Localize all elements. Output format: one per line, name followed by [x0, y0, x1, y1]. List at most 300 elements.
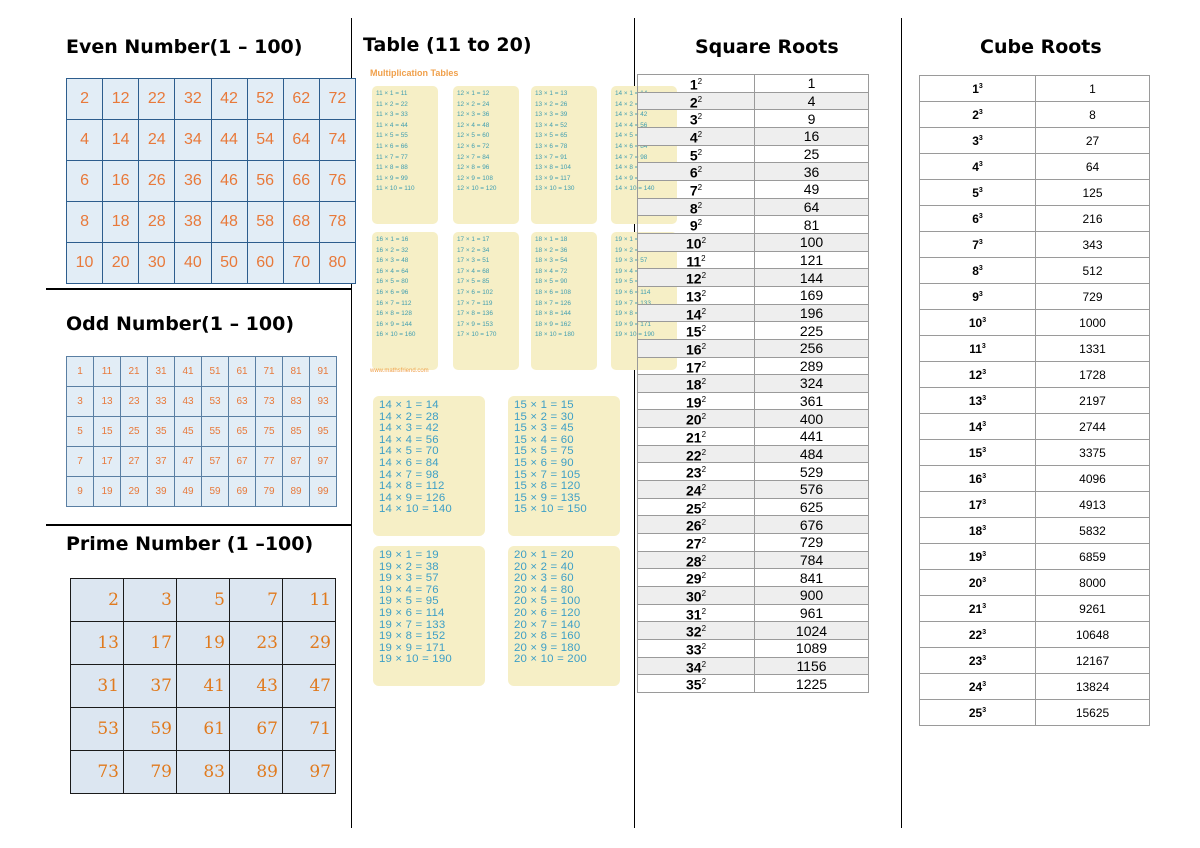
mult-line: 17 × 2 = 34 — [457, 246, 490, 254]
base-cell — [638, 339, 755, 357]
table-row — [638, 428, 869, 446]
number-cell: 5 — [177, 579, 230, 622]
number-cell: 13 — [94, 387, 121, 417]
mult-line: 18 × 8 = 144 — [535, 310, 571, 318]
result-cell: 225 — [755, 322, 869, 340]
base-value: 25 — [968, 705, 983, 720]
base-value: 8 — [689, 200, 698, 217]
multiplication-line: 20 × 4 = 80 — [514, 583, 574, 596]
result-cell: 12167 — [1036, 648, 1150, 674]
table-row — [920, 674, 1150, 700]
table-row — [920, 544, 1150, 570]
base-value: 9 — [689, 217, 698, 234]
number-cell: 68 — [283, 202, 319, 243]
result-cell: 441 — [755, 428, 869, 446]
base-cell — [920, 466, 1036, 492]
mult-line: 19 × 10 = 190 — [615, 331, 655, 339]
number-cell: 83 — [177, 751, 230, 794]
table-row — [638, 127, 869, 145]
base-value: 35 — [685, 676, 702, 693]
base-cell — [638, 269, 755, 287]
table-row — [638, 445, 869, 463]
mult-line: 14 × 5 = 70 — [615, 132, 648, 140]
base-cell — [920, 284, 1036, 310]
exponent: 2 — [701, 235, 707, 245]
mult-line: 16 × 1 = 16 — [376, 236, 409, 243]
base-cell — [638, 481, 755, 499]
exponent: 3 — [978, 238, 983, 246]
mult-line: 14 × 3 = 42 — [615, 111, 648, 119]
result-cell: 729 — [1036, 284, 1150, 310]
number-cell: 27 — [121, 447, 148, 477]
table-row — [67, 202, 356, 243]
mult-line: 17 × 9 = 153 — [457, 320, 493, 328]
exponent: 2 — [697, 182, 703, 192]
table-row — [638, 198, 869, 216]
number-cell: 40 — [175, 243, 211, 284]
base-value: 13 — [685, 288, 702, 305]
multiplication-line: 14 × 2 = 28 — [379, 410, 439, 423]
table-row — [638, 304, 869, 322]
base-cell — [638, 587, 755, 605]
exponent: 2 — [701, 465, 707, 475]
number-cell: 30 — [139, 243, 175, 284]
result-cell: 1331 — [1036, 336, 1150, 362]
result-cell: 125 — [1036, 180, 1150, 206]
mult-line: 19 × 8 = 152 — [615, 310, 651, 318]
number-cell: 19 — [94, 477, 121, 507]
number-cell: 2 — [71, 579, 124, 622]
number-cell: 9 — [67, 477, 94, 507]
base-value: 20 — [685, 412, 702, 429]
exponent: 2 — [697, 112, 703, 122]
base-value: 32 — [685, 624, 702, 640]
number-cell: 15 — [94, 417, 121, 447]
result-cell: 1024 — [755, 622, 869, 640]
exponent: 2 — [701, 536, 707, 546]
mult-line: 13 × 2 = 26 — [535, 100, 568, 108]
result-cell: 64 — [1036, 154, 1150, 180]
number-cell: 65 — [229, 417, 256, 447]
mult-line: 17 × 5 = 85 — [457, 278, 490, 286]
mult-card — [372, 232, 438, 370]
number-cell: 21 — [121, 357, 148, 387]
multiplication-line: 19 × 2 = 38 — [379, 560, 439, 573]
exponent: 2 — [701, 430, 707, 440]
multiplication-line: 19 × 1 = 19 — [379, 549, 439, 561]
number-cell: 47 — [175, 447, 202, 477]
base-cell — [638, 198, 755, 216]
base-value: 1 — [689, 76, 698, 93]
number-cell: 36 — [175, 161, 211, 202]
number-cell: 61 — [229, 357, 256, 387]
exponent: 2 — [701, 589, 707, 599]
number-cell: 71 — [283, 708, 336, 751]
table-row — [638, 216, 869, 234]
table-row — [920, 518, 1150, 544]
number-cell: 47 — [283, 665, 336, 708]
number-cell: 46 — [211, 161, 247, 202]
base-value: 4 — [689, 129, 698, 146]
table-row — [638, 587, 869, 605]
base-value: 6 — [689, 164, 698, 181]
number-cell: 35 — [148, 417, 175, 447]
table-row — [67, 357, 337, 387]
table-row — [67, 161, 356, 202]
number-cell: 80 — [319, 243, 355, 284]
mult-line: 19 × 5 = 95 — [615, 278, 648, 286]
number-cell: 31 — [71, 665, 124, 708]
number-cell: 74 — [319, 120, 355, 161]
result-cell: 2197 — [1036, 388, 1150, 414]
mult-line: 11 × 4 = 44 — [376, 121, 408, 129]
mult-line: 12 × 10 = 120 — [457, 185, 497, 193]
result-cell: 8 — [1036, 102, 1150, 128]
result-cell: 1000 — [1036, 310, 1150, 336]
base-cell — [920, 362, 1036, 388]
number-cell: 8 — [67, 202, 103, 243]
exponent: 3 — [982, 628, 987, 636]
number-cell: 62 — [283, 79, 319, 120]
result-cell: 784 — [755, 551, 869, 569]
exponent: 3 — [982, 550, 987, 558]
table-row — [71, 622, 336, 665]
base-value: 12 — [685, 270, 702, 287]
base-value: 22 — [968, 627, 983, 642]
base-value: 7 — [689, 182, 698, 199]
cubes-heading: Cube Roots — [980, 36, 1102, 58]
multiplication-line: 15 × 4 = 60 — [514, 433, 574, 446]
mult-line: 13 × 10 = 130 — [535, 185, 575, 193]
number-cell: 3 — [124, 579, 177, 622]
table-row — [920, 180, 1150, 206]
number-cell: 50 — [211, 243, 247, 284]
base-value: 19 — [685, 394, 702, 411]
table-row — [638, 269, 869, 287]
odd-table — [66, 356, 337, 507]
exponent: 2 — [697, 129, 703, 139]
table-row — [638, 551, 869, 569]
mult-line: 12 × 7 = 84 — [457, 153, 490, 161]
mult-line: 14 × 8 = 112 — [615, 164, 651, 172]
table-row — [638, 498, 869, 516]
mult-line: 18 × 10 = 180 — [535, 331, 575, 339]
result-cell: 676 — [755, 516, 869, 534]
odd-heading: Odd Number(1 – 100) — [66, 313, 295, 335]
table-row — [638, 640, 869, 658]
number-cell: 45 — [175, 417, 202, 447]
base-cell — [920, 414, 1036, 440]
exponent: 3 — [978, 186, 983, 194]
result-cell: 196 — [755, 304, 869, 322]
mult-image-footer: www.mathsfriend.com — [370, 368, 429, 374]
base-value: 1 — [972, 81, 979, 96]
number-cell: 85 — [283, 417, 310, 447]
number-cell: 56 — [247, 161, 283, 202]
table-row — [67, 477, 337, 507]
multiplication-line: 20 × 9 = 180 — [514, 641, 581, 654]
multiplication-card — [373, 546, 485, 686]
number-cell: 73 — [256, 387, 283, 417]
exponent: 3 — [978, 108, 983, 116]
base-cell — [920, 154, 1036, 180]
number-cell: 23 — [121, 387, 148, 417]
multiplication-line: 19 × 10 = 190 — [379, 653, 452, 666]
base-value: 26 — [685, 518, 702, 535]
base-cell — [638, 463, 755, 481]
mult-line: 14 × 10 = 140 — [615, 185, 655, 193]
exponent: 2 — [701, 642, 707, 651]
exponent: 3 — [978, 212, 983, 220]
result-cell: 1 — [755, 75, 869, 93]
base-value: 23 — [968, 653, 983, 668]
number-cell: 20 — [103, 243, 139, 284]
table-heading: Table (11 to 20) — [363, 34, 532, 56]
multiplication-line: 15 × 1 = 15 — [514, 399, 574, 411]
base-cell — [638, 180, 755, 198]
table-row — [638, 622, 869, 640]
number-cell: 25 — [121, 417, 148, 447]
number-cell: 77 — [256, 447, 283, 477]
result-cell: 1225 — [755, 675, 869, 693]
mult-line: 14 × 7 = 98 — [615, 153, 648, 161]
number-cell: 6 — [67, 161, 103, 202]
mult-line: 13 × 7 = 91 — [535, 153, 568, 161]
base-cell — [638, 392, 755, 410]
base-cell — [638, 516, 755, 534]
result-cell: 6859 — [1036, 544, 1150, 570]
result-cell: 512 — [1036, 258, 1150, 284]
number-cell: 13 — [71, 622, 124, 665]
table-row — [67, 447, 337, 477]
multiplication-card — [373, 396, 485, 536]
multiplication-line: 20 × 3 = 60 — [514, 572, 574, 585]
number-cell: 54 — [247, 120, 283, 161]
base-cell — [920, 544, 1036, 570]
base-cell — [638, 498, 755, 516]
number-cell: 57 — [202, 447, 229, 477]
exponent: 3 — [982, 654, 987, 662]
number-cell: 59 — [124, 708, 177, 751]
exponent: 2 — [701, 553, 707, 563]
base-value: 29 — [685, 571, 702, 588]
base-cell — [638, 551, 755, 569]
base-cell — [638, 604, 755, 622]
base-value: 8 — [972, 263, 979, 278]
mult-line: 12 × 6 = 72 — [457, 142, 490, 150]
table-row — [638, 286, 869, 304]
number-cell: 89 — [230, 751, 283, 794]
multiplication-line: 14 × 5 = 70 — [379, 445, 439, 458]
table-row — [638, 339, 869, 357]
table-row — [920, 284, 1150, 310]
number-cell: 42 — [211, 79, 247, 120]
base-cell — [920, 700, 1036, 726]
multiplication-line: 14 × 10 = 140 — [379, 503, 452, 516]
base-value: 33 — [685, 641, 702, 658]
base-cell — [638, 304, 755, 322]
result-cell: 343 — [1036, 232, 1150, 258]
mult-line: 12 × 4 = 48 — [457, 121, 490, 129]
mult-line: 13 × 4 = 52 — [535, 121, 568, 129]
exponent: 3 — [982, 316, 987, 324]
mult-line: 13 × 1 = 13 — [535, 90, 568, 97]
number-cell: 39 — [148, 477, 175, 507]
mult-card — [531, 86, 597, 224]
number-cell: 95 — [310, 417, 337, 447]
prime-heading: Prime Number (1 –100) — [66, 533, 314, 555]
mult-line: 13 × 3 = 39 — [535, 111, 568, 119]
result-cell: 27 — [1036, 128, 1150, 154]
table-row — [638, 375, 869, 393]
multiplication-line: 15 × 7 = 105 — [514, 468, 581, 481]
base-value: 21 — [685, 429, 702, 446]
exponent: 2 — [701, 500, 707, 510]
table-row — [920, 622, 1150, 648]
table-row — [920, 388, 1150, 414]
table-row — [638, 75, 869, 93]
result-cell: 1156 — [755, 657, 869, 675]
base-cell — [638, 110, 755, 128]
multiplication-line: 20 × 2 = 40 — [514, 560, 574, 573]
base-cell — [920, 76, 1036, 102]
number-cell: 3 — [67, 387, 94, 417]
squares-heading: Square Roots — [695, 36, 839, 58]
result-cell: 484 — [755, 445, 869, 463]
number-cell: 41 — [177, 665, 230, 708]
multiplication-tables-image — [362, 66, 655, 378]
multiplication-line: 19 × 3 = 57 — [379, 572, 439, 585]
number-cell: 58 — [247, 202, 283, 243]
table-row — [638, 463, 869, 481]
mult-line: 11 × 10 = 110 — [376, 185, 415, 193]
number-cell: 29 — [121, 477, 148, 507]
exponent: 3 — [982, 680, 987, 688]
base-value: 24 — [685, 482, 702, 499]
base-value: 10 — [968, 315, 983, 330]
result-cell: 216 — [1036, 206, 1150, 232]
base-cell — [920, 518, 1036, 544]
number-cell: 18 — [103, 202, 139, 243]
result-cell: 121 — [755, 251, 869, 269]
base-cell — [638, 127, 755, 145]
exponent: 2 — [701, 624, 707, 634]
multiplication-line: 15 × 2 = 30 — [514, 410, 574, 423]
base-cell — [638, 233, 755, 251]
table-row — [638, 233, 869, 251]
exponent: 2 — [701, 271, 707, 281]
mult-line: 13 × 9 = 117 — [535, 174, 571, 182]
base-value: 14 — [968, 419, 983, 434]
result-cell: 324 — [755, 375, 869, 393]
result-cell: 36 — [755, 163, 869, 181]
number-cell: 14 — [103, 120, 139, 161]
exponent: 2 — [701, 606, 707, 616]
table-row — [67, 417, 337, 447]
number-cell: 24 — [139, 120, 175, 161]
number-cell: 7 — [67, 447, 94, 477]
base-value: 18 — [968, 523, 983, 538]
mult-line: 17 × 1 = 17 — [457, 236, 490, 243]
number-cell: 91 — [310, 357, 337, 387]
exponent: 3 — [978, 290, 983, 298]
multiplication-line: 14 × 9 = 126 — [379, 491, 446, 504]
number-cell: 29 — [283, 622, 336, 665]
base-cell — [638, 445, 755, 463]
multiplication-line: 20 × 6 = 120 — [514, 606, 581, 619]
base-value: 2 — [689, 94, 698, 111]
base-cell — [920, 102, 1036, 128]
number-cell: 69 — [229, 477, 256, 507]
base-value: 15 — [685, 323, 702, 340]
base-cell — [638, 675, 755, 693]
odd-table-wrap — [66, 356, 338, 510]
mult-line: 17 × 3 = 51 — [457, 257, 490, 265]
base-value: 2 — [972, 107, 979, 122]
mult-line: 11 × 5 = 55 — [376, 132, 408, 140]
mult-card — [531, 232, 597, 370]
number-cell: 16 — [103, 161, 139, 202]
mult-line: 16 × 2 = 32 — [376, 246, 409, 254]
number-cell: 72 — [319, 79, 355, 120]
result-cell: 361 — [755, 392, 869, 410]
number-cell: 61 — [177, 708, 230, 751]
table-row — [920, 206, 1150, 232]
base-value: 6 — [972, 211, 979, 226]
exponent: 3 — [982, 602, 987, 610]
table-row — [67, 243, 356, 284]
base-cell — [920, 180, 1036, 206]
base-cell — [638, 322, 755, 340]
base-cell — [638, 92, 755, 110]
base-value: 25 — [685, 500, 702, 517]
mult-line: 13 × 8 = 104 — [535, 164, 571, 172]
result-cell: 100 — [755, 233, 869, 251]
table-row — [920, 648, 1150, 674]
table-row — [71, 579, 336, 622]
number-cell: 83 — [283, 387, 310, 417]
table-row — [920, 258, 1150, 284]
exponent: 3 — [982, 498, 987, 506]
base-cell — [638, 145, 755, 163]
number-cell: 53 — [71, 708, 124, 751]
result-cell: 49 — [755, 180, 869, 198]
multiplication-line: 19 × 7 = 133 — [379, 618, 446, 631]
number-cell: 79 — [124, 751, 177, 794]
number-cell: 55 — [202, 417, 229, 447]
squares-table — [637, 74, 869, 693]
exponent: 2 — [697, 218, 703, 228]
number-cell: 78 — [319, 202, 355, 243]
table-row — [638, 163, 869, 181]
number-cell: 97 — [310, 447, 337, 477]
multiplication-line: 20 × 5 = 100 — [514, 595, 581, 608]
result-cell: 4913 — [1036, 492, 1150, 518]
divider-right — [901, 18, 902, 828]
number-cell: 11 — [283, 579, 336, 622]
base-value: 34 — [685, 659, 702, 676]
number-cell: 73 — [71, 751, 124, 794]
result-cell: 64 — [755, 198, 869, 216]
mult-line: 11 × 8 = 88 — [376, 164, 408, 172]
exponent: 2 — [701, 677, 707, 687]
number-cell: 49 — [175, 477, 202, 507]
result-cell: 10648 — [1036, 622, 1150, 648]
result-cell: 25 — [755, 145, 869, 163]
number-cell: 2 — [67, 79, 103, 120]
base-cell — [638, 163, 755, 181]
table-row — [920, 76, 1150, 102]
